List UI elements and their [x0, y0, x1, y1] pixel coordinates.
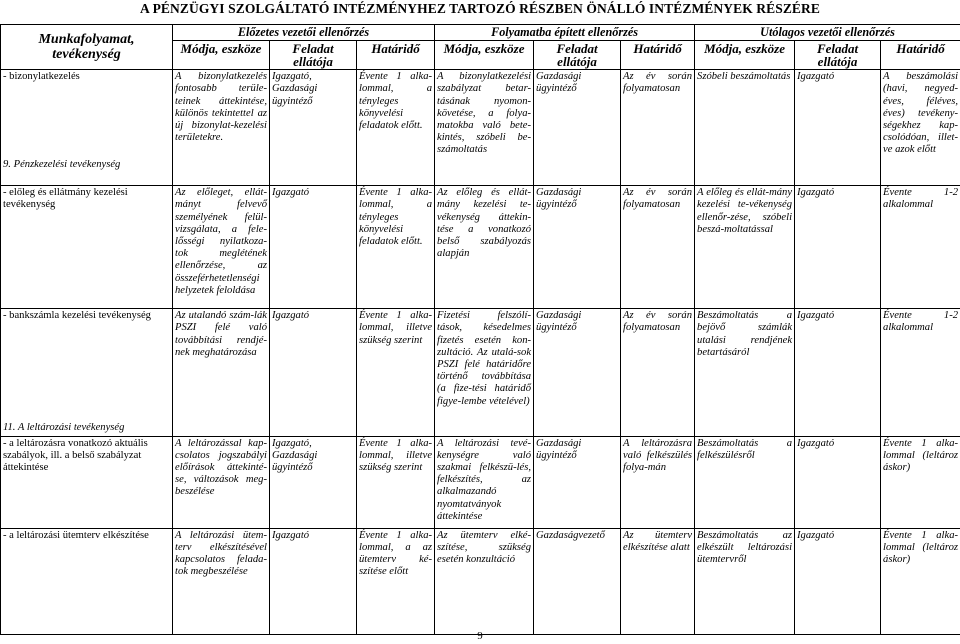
header-in-deadline: Határidő — [621, 40, 695, 70]
in-deadline-cell: Az év során folyamatosan — [621, 309, 695, 436]
post-method-cell: Beszámoltatás a felkészülésről — [695, 436, 795, 528]
activity-cell: - bankszámla kezelési tevékenység — [3, 310, 151, 322]
post-deadline-cell: Évente 1-2 alkalommal — [881, 309, 960, 436]
post-deadline-cell: Évente 1-2 alkalommal — [881, 186, 960, 309]
section-title: 11. A leltározási tevékenység — [3, 422, 125, 434]
table-row — [1, 528, 960, 634]
in-deadline-cell: Az év során folyamatosan — [621, 186, 695, 309]
pre-task-cell: Igazgató, Gazdasági ügyintéző — [270, 436, 357, 528]
post-task-cell: Igazgató — [795, 70, 881, 186]
pre-method-cell: A bizonylatkezelés fontosabb terüle-teinek áttekintése, különös tekintettel az új bizonylat-kezelési területekre. — [173, 70, 270, 186]
in-task-cell: Gazdasági ügyintéző — [534, 309, 621, 436]
header-post-method: Módja, eszköze — [695, 40, 795, 70]
in-task-cell: Gazdasági ügyintéző — [534, 436, 621, 528]
table-row — [1, 436, 960, 528]
header-pre-method: Módja, eszköze — [173, 40, 270, 70]
section-title: 9. Pénzkezelési tevékenység — [3, 159, 121, 171]
pre-task-cell: Igazgató — [270, 528, 357, 634]
pre-task-cell: Igazgató — [270, 309, 357, 436]
post-method-cell: Beszámoltatás az elkészült leltározási ütemtervről — [695, 528, 795, 634]
post-deadline-cell: A beszámolási (havi, negyed-éves, féléves, éves) tevékeny-ségekhez kap-csolódóan, illet-ve azok előtt — [881, 70, 960, 186]
page-number: 9 — [477, 630, 483, 642]
in-method-cell: A leltározási tevé-kenységre való szakmai felkészü-lés, felkészítés, az alkalmazandó nyomtatványok áttekintése — [435, 436, 534, 528]
header-pre-control: Előzetes vezetői ellenőrzés — [173, 25, 435, 41]
post-task-cell: Igazgató — [795, 528, 881, 634]
header-post-task: Feladat ellátója — [795, 40, 881, 70]
in-deadline-cell: Az év során folyamatosan — [621, 70, 695, 186]
in-task-cell: Gazdaságvezető — [534, 528, 621, 634]
header-in-task: Feladat ellátója — [534, 40, 621, 70]
pre-deadline-cell: Évente 1 alka-lommal, illetve szükség szerint — [357, 309, 435, 436]
activity-cell: - előleg és ellátmány kezelési tevékenység — [1, 186, 173, 309]
pre-deadline-cell: Évente 1 alka-lommal, a az ütemterv ké-szítése előtt — [357, 528, 435, 634]
post-method-cell: A előleg és ellát-mány kezelési te-vékenység ellenőr-zése, szóbeli beszá-moltatással — [695, 186, 795, 309]
pre-deadline-cell: Évente 1 alka-lommal, a tényleges könyvelési feladatok előtt. — [357, 186, 435, 309]
in-task-cell: Gazdasági ügyintéző — [534, 186, 621, 309]
pre-method-cell: Az utalandó szám-lák PSZI felé való továbbítási rendjé-nek meghatározása — [173, 309, 270, 436]
in-method-cell: A bizonylatkezelési szabályzat betar-tásának nyomon-követése, a folya-matokba való bete-kintés, szóbeli be-számoltatás — [435, 70, 534, 186]
in-method-cell: Az előleg és ellát-mány kezelési te-vékenység áttekin-tése a vonatkozó belső szabályozás alapján — [435, 186, 534, 309]
activity-cell: - a leltározási ütemterv elkészítése — [1, 528, 173, 634]
in-method-cell: Fizetési felszólí-tások, késedelmes fizetés esetén kon-zultáció. Az utalá-sok PSZI felé határidőre történő továbbítása (a fize-tési határidő figye-lembe vételével) — [435, 309, 534, 436]
pre-method-cell: A leltározási ütem-terv elkészítésével kapcsolatos felada-tok megbeszélése — [173, 528, 270, 634]
pre-task-cell: Igazgató, Gazdasági ügyintéző — [270, 70, 357, 186]
activity-cell: - bizonylatkezelés — [3, 71, 80, 83]
in-task-cell: Gazdasági ügyintéző — [534, 70, 621, 186]
page-title: A PÉNZÜGYI SZOLGÁLTATÓ INTÉZMÉNYHEZ TARTOZÓ RÉSZBEN ÖNÁLLÓ INTÉZMÉNYEK RÉSZÉRE — [140, 1, 820, 16]
header-post-control: Utólagos vezetői ellenőrzés — [695, 25, 960, 41]
header-pre-deadline: Határidő — [357, 40, 435, 70]
pre-method-cell: A leltározással kap-csolatos jogszabályi előírások áttekinté-se, változások meg-beszélése — [173, 436, 270, 528]
post-deadline-cell: Évente 1 alka-lommal (leltároz áskor) — [881, 436, 960, 528]
header-in-method: Módja, eszköze — [435, 40, 534, 70]
table-row — [1, 309, 960, 436]
in-method-cell: Az ütemterv elké-szítése, szükség esetén konzultáció — [435, 528, 534, 634]
post-task-cell: Igazgató — [795, 436, 881, 528]
post-deadline-cell: Évente 1 alka-lommal (leltároz áskor) — [881, 528, 960, 634]
control-table — [0, 24, 960, 635]
pre-task-cell: Igazgató — [270, 186, 357, 309]
in-deadline-cell: Az ütemterv elkészítése alatt — [621, 528, 695, 634]
table-row — [1, 70, 960, 186]
activity-cell: - a leltározásra vonatkozó aktuális szabályok, ill. a belső szabályzat áttekintése — [1, 436, 173, 528]
pre-method-cell: Az előleget, ellát-mányt felvevő személyének felül-vizsgálata, a fele-lősségi nyilatkoza-tok meglétének ellenőrzése, az összeférhetetlenségi helyzetek feloldása — [173, 186, 270, 309]
header-post-deadline: Határidő — [881, 40, 960, 70]
pre-deadline-cell: Évente 1 alka-lommal, illetve szükség szerint — [357, 436, 435, 528]
post-task-cell: Igazgató — [795, 309, 881, 436]
header-pre-task: Feladat ellátója — [270, 40, 357, 70]
table-row — [1, 186, 960, 309]
header-workflow: Munkafolyamat, tevékenység — [1, 25, 173, 70]
in-deadline-cell: A leltározásra való felkészülés folya-mán — [621, 436, 695, 528]
post-method-cell: Beszámoltatás a bejövő számlák utalási rendjének betartásáról — [695, 309, 795, 436]
post-method-cell: Szóbeli beszámoltatás — [695, 70, 795, 186]
post-task-cell: Igazgató — [795, 186, 881, 309]
pre-deadline-cell: Évente 1 alka-lommal, a tényleges könyvelési feladatok előtt. — [357, 70, 435, 186]
header-in-process-control: Folyamatba épített ellenőrzés — [435, 25, 695, 41]
